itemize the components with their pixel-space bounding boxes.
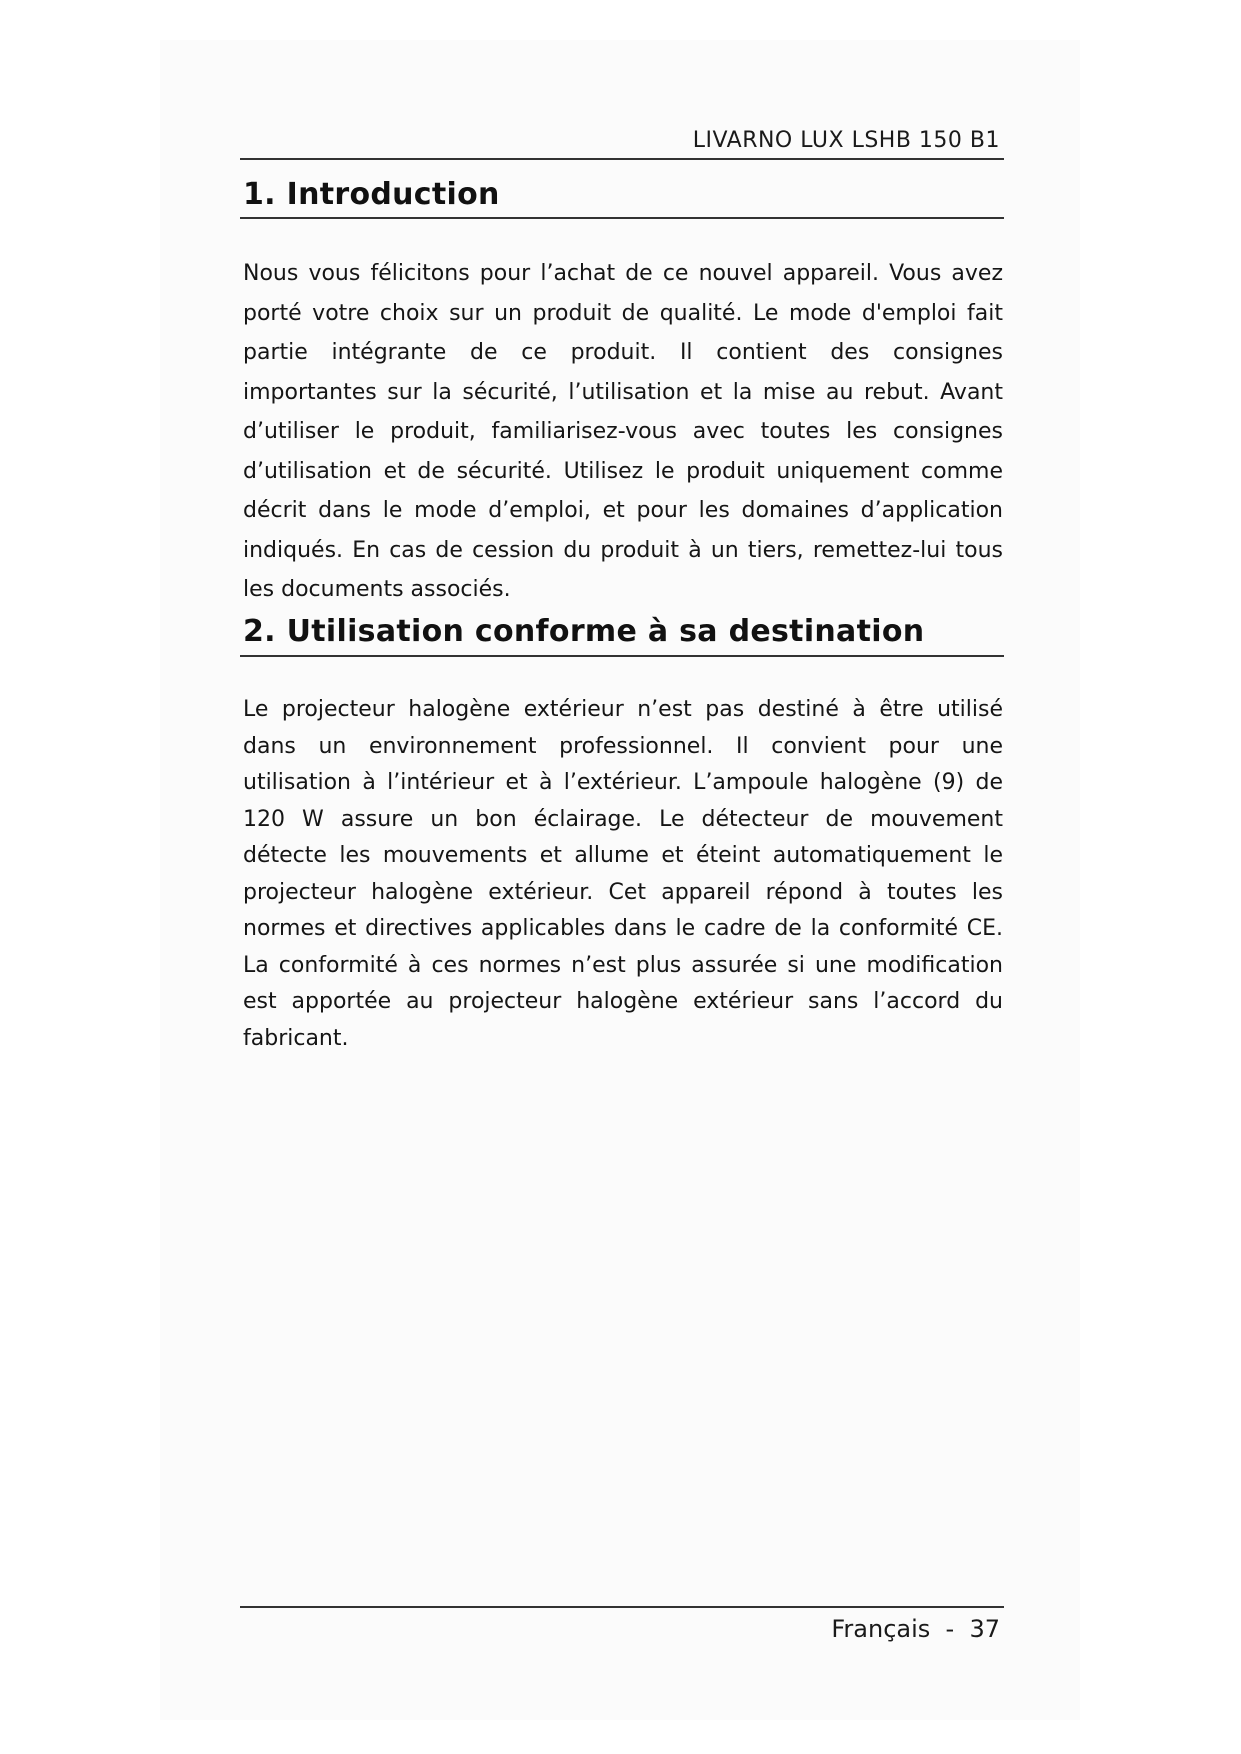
- section-title-introduction: 1. Introduction: [243, 177, 500, 212]
- header-divider: [240, 158, 1004, 160]
- section-divider-introduction: [240, 217, 1004, 219]
- section-body-introduction: Nous vous félicitons pour l’achat de ce nouvel appareil. Vous avez porté votre choix sur un produit de qualité. Le mode d'emploi fait partie intégrante de ce produit. Il contient des consignes importantes sur la sécurité, l’utilisation et la mise au rebut. Avant d’utiliser le produit, familiarisez-vous avec toutes les consignes d’utilisation et de sécurité. Utilisez le produit uniquement comme décrit dans le mode d’emploi, et pour les domaines d’application indiqués. En cas de cession du produit à un tiers, remettez-lui tous les documents associés.: [243, 261, 1003, 602]
- header-product-name: LIVARNO LUX LSHB 150 B1: [692, 128, 1000, 153]
- footer-divider: [240, 1606, 1004, 1608]
- section-divider-intended-use: [240, 655, 1004, 657]
- footer-page-label: Français - 37: [831, 1615, 1000, 1643]
- section-body-intended-use: Le projecteur halogène extérieur n’est pas destiné à être utilisé dans un environnement professionnel. Il convient pour une utilisation à l’intérieur et à l’extérieur. L’ampoule halogène (9) de 120 W assure un bon éclairage. Le détecteur de mouvement détecte les mouvements et allume et éteint automatiquement le projecteur halogène extérieur. Cet appareil répond à toutes les normes et directives applicables dans le cadre de la conformité CE. La conformité à ces normes n’est plus assurée si une modification est apportée au projecteur halogène extérieur sans l’accord du fabricant.: [243, 697, 1003, 1051]
- section-title-intended-use: 2. Utilisation conforme à sa destination: [243, 614, 925, 649]
